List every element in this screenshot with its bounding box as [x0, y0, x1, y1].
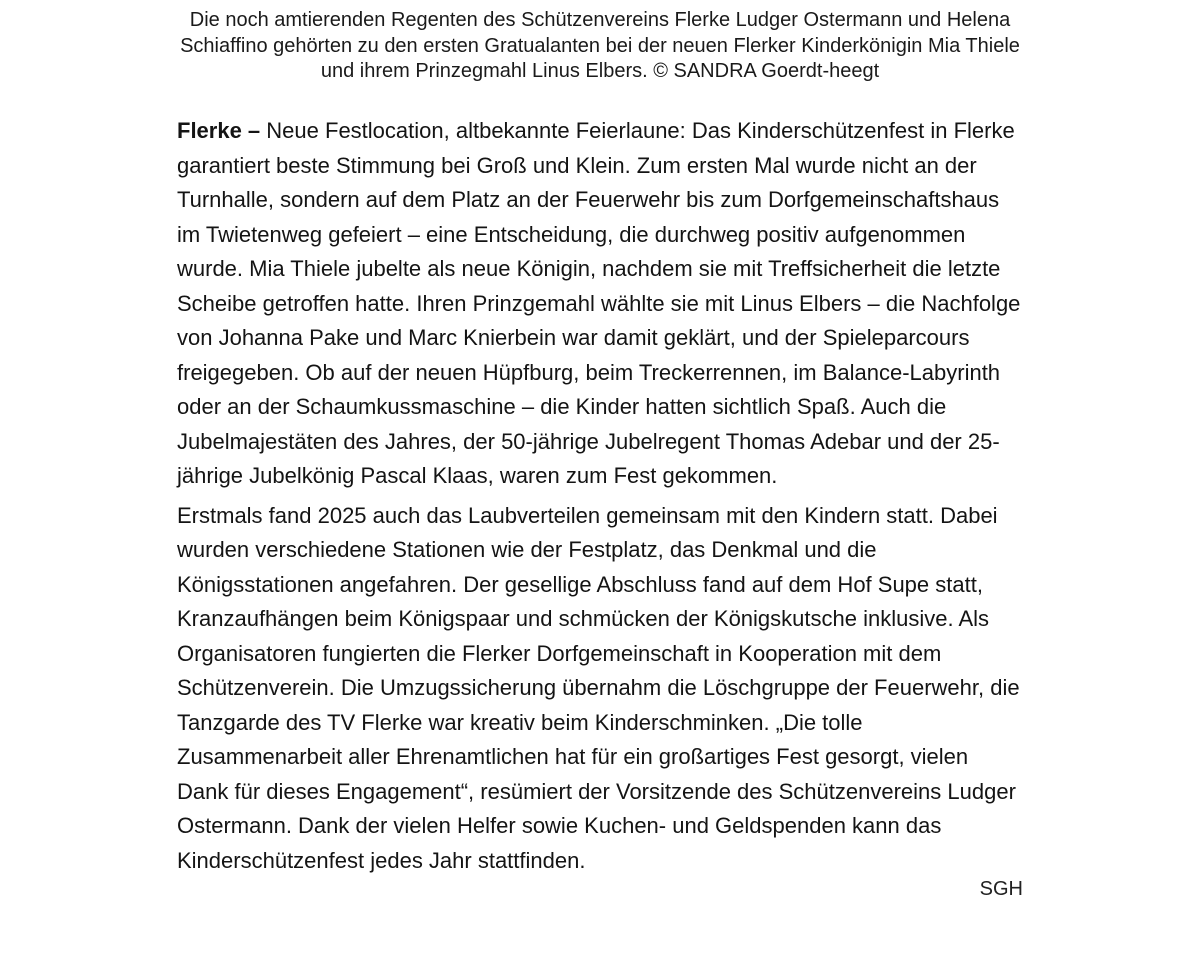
- photo-caption: Die noch amtierenden Regenten des Schützenvereins Flerke Ludger Ostermann und Helena Schiaffino gehörten zu den ersten Gratualanten bei der neuen Flerker Kinderkönigin Mia Thiele und ihrem Prinzegmahl Linus Elbers. © SANDRA Goerdt-heegt: [180, 9, 1020, 82]
- dateline: Flerke –: [177, 118, 261, 143]
- paragraph-text: Neue Festlocation, altbekannte Feierlaune: Das Kinderschützenfest in Flerke garantiert beste Stimmung bei Groß und Klein. Zum ersten Mal wurde nicht an der Turnhalle, sondern auf dem Platz an der Feuerwehr bis zum Dorfgemeinschaftshaus im Twietenweg gefeiert – eine Entscheidung, die durchweg positiv aufgenommen wurde. Mia Thiele jubelte als neue Königin, nachdem sie mit Treffsicherheit die letzte Scheibe getroffen hatte. Ihren Prinzgemahl wählte sie mit Linus Elbers – die Nachfolge von Johanna Pake und Marc Knierbein war damit geklärt, und der Spieleparcours freigegeben. Ob auf der neuen Hüpfburg, beim Treckerrennen, im Balance-Labyrinth oder an der Schaumkussmaschine – die Kinder hatten sichtlich Spaß. Auch die Jubelmajestäten des Jahres, der 50-jährige Jubelregent Thomas Adebar und der 25-jährige Jubelkönig Pascal Klaas, waren zum Fest gekommen.: [177, 118, 1021, 488]
- author-initials: SGH: [979, 878, 1023, 900]
- article-paragraph: Erstmals fand 2025 auch das Laubverteilen gemeinsam mit den Kindern statt. Dabei wurden verschiedene Stationen wie der Festplatz, das Denkmal und die Königsstationen angefahren. Der gesellige Abschluss fand auf dem Hof Supe statt, Kranzaufhängen beim Königspaar und schmücken der Königskutsche inklusive. Als Organisatoren fungierten die Flerker Dorfgemeinschaft in Kooperation mit dem Schützenverein. Die Umzugssicherung übernahm die Löschgruppe der Feuerwehr, die Tanzgarde des TV Flerke war kreativ beim Kinderschminken. „Die tolle Zusammenarbeit aller Ehrenamtlichen hat für ein großartiges Fest gesorgt, vielen Dank für dieses Engagement“, resümiert der Vorsitzende des Schützenvereins Ludger Ostermann. Dank der vielen Helfer sowie Kuchen- und Geldspenden kann das Kinderschützenfest jedes Jahr stattfinden.: [177, 502, 1020, 873]
- article-body: [177, 114, 1025, 878]
- article-paragraph: [177, 114, 1025, 494]
